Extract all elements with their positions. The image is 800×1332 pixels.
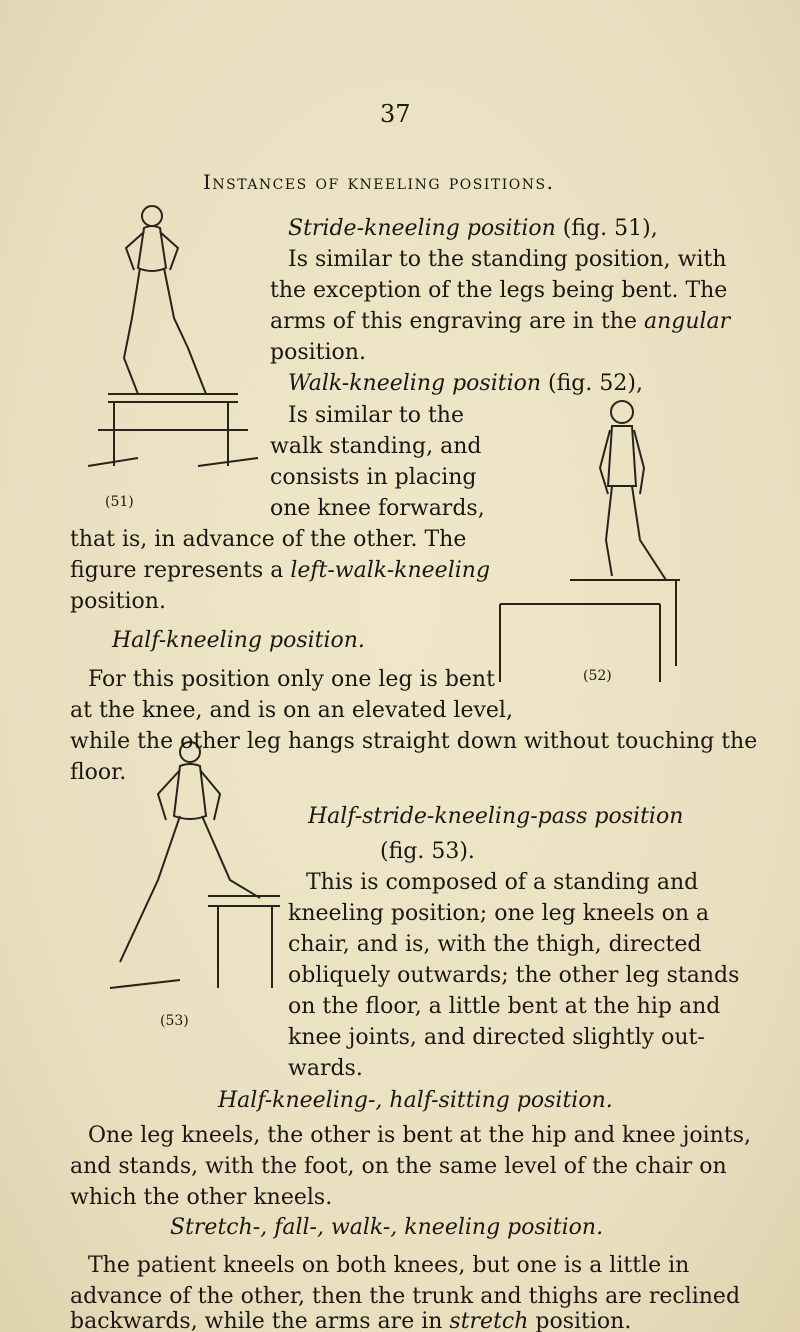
figure-reference: (fig. 51), <box>555 216 658 241</box>
paragraph-title: Stretch-, fall-, walk-, kneeling position. <box>170 1215 604 1240</box>
paragraph-text: figure represents a <box>70 558 291 583</box>
paragraph-line: and stands, with the foot, on the same level of the chair on <box>70 1154 727 1179</box>
paragraph-line: The patient kneels on both knees, but one is a little in <box>88 1253 690 1278</box>
half-stride-kneeling-figure-icon <box>110 730 290 1030</box>
paragraph-line: position. <box>270 340 366 365</box>
paragraph-emphasis: stretch <box>449 1309 529 1332</box>
paragraph-emphasis: angular <box>643 309 731 334</box>
paragraph-text: position. <box>528 1309 632 1332</box>
paragraph-line: while the other leg hangs straight down without touching the <box>70 729 758 754</box>
paragraph-line: One leg kneels, the other is bent at the hip and knee joints, <box>88 1123 751 1148</box>
paragraph-line <box>270 306 730 338</box>
paragraph-line: walk standing, and <box>270 434 482 459</box>
paragraph-line: For this position only one leg is bent <box>88 667 495 692</box>
paragraph-line: the exception of the legs being bent. The <box>270 278 728 303</box>
paragraph-line: Is similar to the <box>288 403 464 428</box>
paragraph-line: This is composed of a standing and <box>306 870 699 895</box>
paragraph-title: Stride-kneeling position <box>288 216 556 241</box>
paragraph-walk-kneeling-title-line <box>288 368 643 400</box>
section-heading-text: Instances of kneeling positions. <box>203 170 555 194</box>
paragraph-line: that is, in advance of the other. The <box>70 527 467 552</box>
figure-reference: (fig. 52), <box>541 371 643 396</box>
paragraph-line: floor. <box>70 760 127 785</box>
paragraph-line: chair, and is, with the thigh, directed <box>288 932 702 957</box>
figure-51-caption: (51) <box>105 494 134 510</box>
paragraph-line: kneeling position; one leg kneels on a <box>288 901 710 926</box>
paragraph-text: backwards, while the arms are in <box>70 1309 450 1332</box>
paragraph-line: consists in placing <box>270 465 477 490</box>
paragraph-line: one knee forwards, <box>270 496 485 521</box>
paragraph-line: on the floor, a little bent at the hip and <box>288 994 721 1019</box>
paragraph-stride-kneeling-title-line <box>288 213 658 245</box>
paragraph-line: knee joints, and directed slightly out- <box>288 1025 705 1050</box>
paragraph-title: Walk-kneeling position <box>288 371 542 396</box>
paragraph-line: wards. <box>288 1056 363 1081</box>
paragraph-line <box>70 1306 631 1332</box>
paragraph-line: advance of the other, then the trunk and thighs are reclined <box>70 1284 741 1309</box>
paragraph-line: obliquely outwards; the other leg stands <box>288 963 740 988</box>
paragraph-line: at the knee, and is on an elevated level, <box>70 698 513 723</box>
section-heading <box>203 170 554 194</box>
figure-reference: (fig. 53). <box>380 839 475 864</box>
paragraph-line: Is similar to the standing position, with <box>288 247 727 272</box>
figure-52-caption: (52) <box>583 668 612 684</box>
walk-kneeling-figure-icon <box>480 390 690 710</box>
stride-kneeling-figure-icon <box>88 198 258 478</box>
paragraph-title: Half-stride-kneeling-pass position <box>308 804 684 829</box>
paragraph-emphasis: left-walk-kneeling <box>290 558 491 583</box>
paragraph-text: arms of this engraving are in the <box>270 309 644 334</box>
paragraph-line: which the other kneels. <box>70 1185 333 1210</box>
page-number: 37 <box>380 100 411 128</box>
figure-53-caption: (53) <box>160 1013 189 1029</box>
paragraph-line: position. <box>70 589 166 614</box>
paragraph-title: Half-kneeling-, half-sitting position. <box>218 1088 613 1113</box>
paragraph-title: Half-kneeling position. <box>112 628 365 653</box>
paragraph-line <box>70 555 490 587</box>
